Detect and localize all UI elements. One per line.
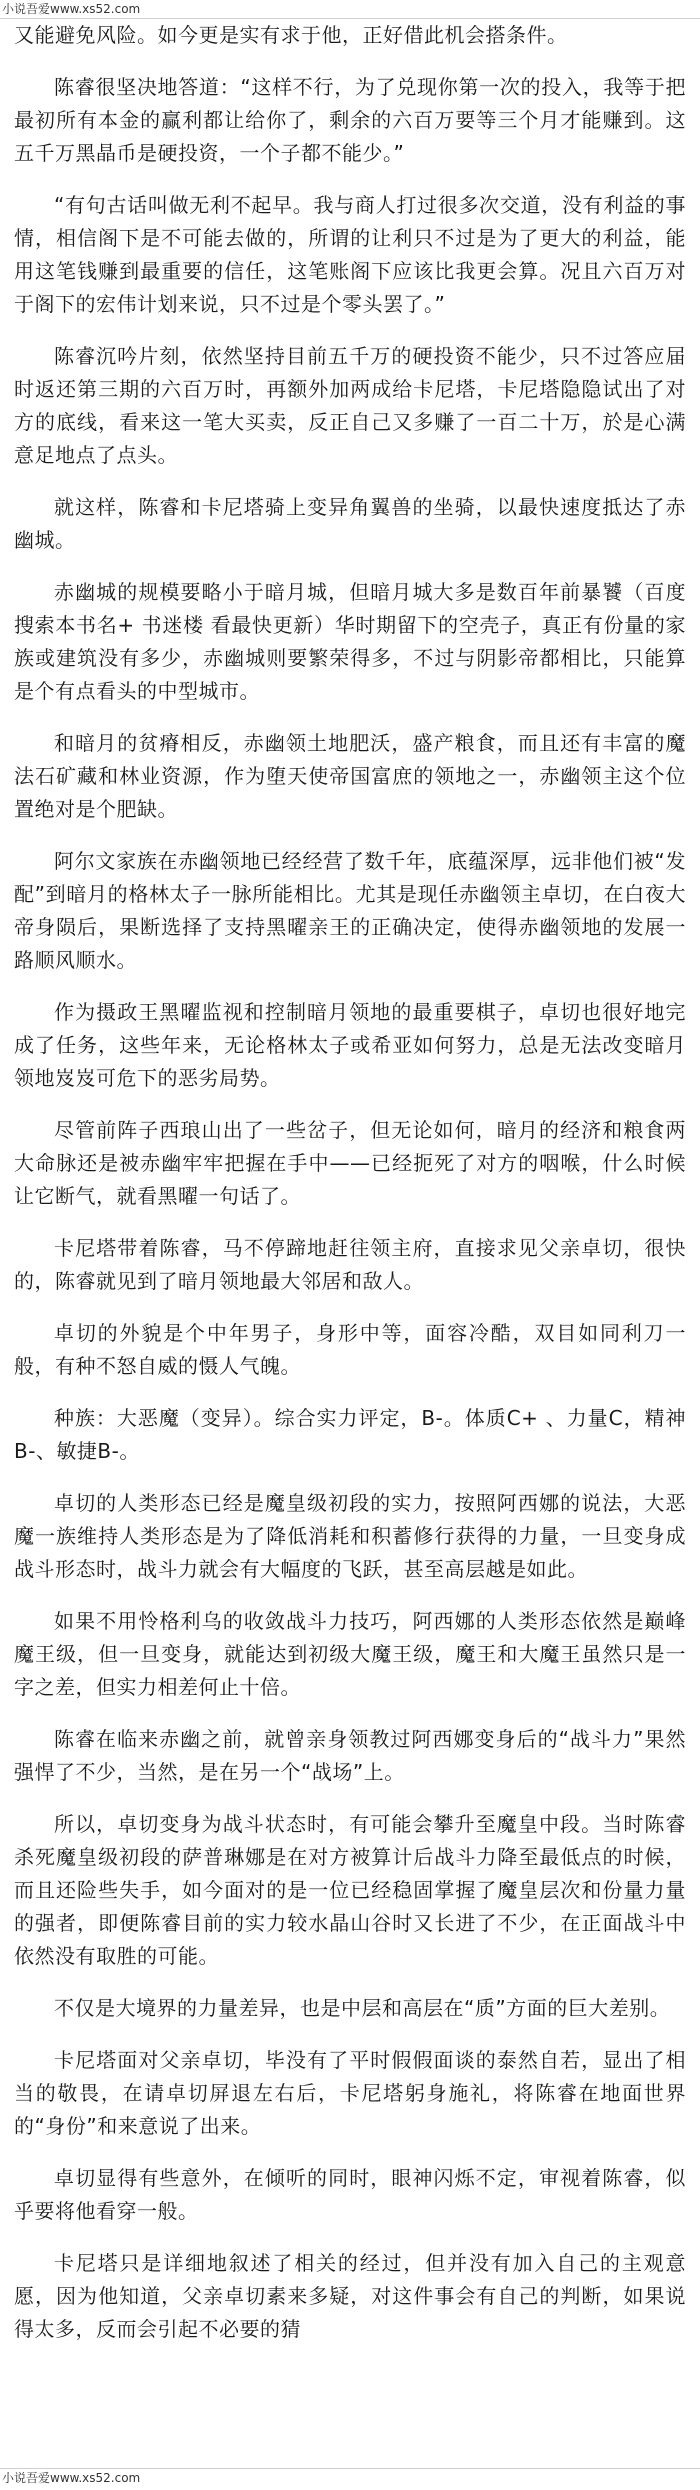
paragraph: 如果不用怜格利乌的收敛战斗力技巧，阿西娜的人类形态依然是巅峰魔王级，但一旦变身，就能达到初级大魔王级，魔王和大魔王虽然只是一字之差，但实力相差何止十倍。: [14, 1609, 686, 1699]
paragraph: 陈睿沉吟片刻，依然坚持目前五千万的硬投资不能少，只不过答应届时返还第三期的六百万时，再额外加两成给卡尼塔，卡尼塔隐隐试出了对方的底线，看来这一笔大买卖，反正自己又多赚了一百二十万，於是心满意足地点了点头。: [14, 344, 686, 467]
chapter-text: [0, 19, 700, 2467]
paragraph: 卡尼塔只是详细地叙述了相关的经过，但并没有加入自己的主观意愿，因为他知道，父亲卓切素来多疑，对这件事会有自己的判断，如果说得太多，反而会引起不必要的猜: [14, 2251, 686, 2341]
paragraph: 卓切的人类形态已经是魔皇级初段的实力，按照阿西娜的说法，大恶魔一族维持人类形态是为了降低消耗和积蓄修行获得的力量，一旦变身成战斗形态时，战斗力就会有大幅度的飞跃，甚至高层越是如此。: [14, 1491, 686, 1581]
site-name: 小说吾爱www.xs52.com: [2, 2471, 141, 2485]
paragraph: 种族：大恶魔（变异）。综合实力评定，B-。体质C+ 、力量C，精神B-、敏捷B-。: [14, 1406, 686, 1463]
paragraph: “有句古话叫做无利不起早。我与商人打过很多次交道，没有利益的事情，相信阁下是不可能去做的，所谓的让利只不过是为了更大的利益，能用这笔钱赚到最重要的信任，这笔账阁下应该比我更会算。况且六百万对于阁下的宏伟计划来说，只不过是个零头罢了。”: [14, 193, 686, 316]
paragraph: 陈睿在临来赤幽之前，就曾亲身领教过阿西娜变身后的“战斗力”果然强悍了不少，当然，是在另一个“战场”上。: [14, 1727, 686, 1784]
paragraph: 阿尔文家族在赤幽领地已经经营了数千年，底蕴深厚，远非他们被“发配”到暗月的格林太子一脉所能相比。尤其是现任赤幽领主卓切，在白夜大帝身陨后，果断选择了支持黑曜亲王的正确决定，使得赤幽领地的发展一路顺风顺水。: [14, 849, 686, 972]
site-name: 小说吾爱www.xs52.com: [2, 2, 141, 16]
paragraph: 卓切显得有些意外，在倾听的同时，眼神闪烁不定，审视着陈睿，似乎要将他看穿一般。: [14, 2166, 686, 2223]
paragraph: 尽管前阵子西琅山出了一些岔子，但无论如何，暗月的经济和粮食两大命脉还是被赤幽牢牢把握在手中——已经扼死了对方的咽喉，什么时候让它断气，就看黑曜一句话了。: [14, 1118, 686, 1208]
paragraph: 又能避免风险。如今更是实有求于他，正好借此机会搭条件。: [14, 23, 568, 47]
paragraph: 赤幽城的规模要略小于暗月城，但暗月城大多是数百年前暴饕（百度搜索本书名+ 书迷楼 看最快更新）华时期留下的空壳子，真正有份量的家族或建筑没有多少，赤幽城则要繁荣得多，不过与阴影帝都相比，只能算是个有点看头的中型城市。: [14, 580, 686, 703]
paragraph: 卡尼塔带着陈睿，马不停蹄地赶往领主府，直接求见父亲卓切，很快的，陈睿就见到了暗月领地最大邻居和敌人。: [14, 1236, 686, 1293]
paragraph: 作为摄政王黑曜监视和控制暗月领地的最重要棋子，卓切也很好地完成了任务，这些年来，无论格林太子或希亚如何努力，总是无法改变暗月领地岌岌可危下的恶劣局势。: [14, 1000, 686, 1090]
site-header: [0, 0, 700, 19]
paragraph: 卡尼塔面对父亲卓切，毕没有了平时假假面谈的泰然自若，显出了相当的敬畏，在请卓切屏退左右后，卡尼塔躬身施礼，将陈睿在地面世界的“身份”和来意说了出来。: [14, 2048, 686, 2138]
site-footer: [0, 2468, 700, 2487]
paragraph: 就这样，陈睿和卡尼塔骑上变异角翼兽的坐骑，以最快速度抵达了赤幽城。: [14, 495, 686, 552]
paragraph: 不仅是大境界的力量差异，也是中层和高层在“质”方面的巨大差别。: [54, 1996, 671, 2020]
paragraph: 和暗月的贫瘠相反，赤幽领土地肥沃，盛产粮食，而且还有丰富的魔法石矿藏和林业资源，作为堕天使帝国富庶的领地之一，赤幽领主这个位置绝对是个肥缺。: [14, 731, 686, 821]
paragraph: 卓切的外貌是个中年男子，身形中等，面容冷酷，双目如同利刀一般，有种不怒自威的慑人气魄。: [14, 1321, 686, 1378]
paragraph: 所以，卓切变身为战斗状态时，有可能会攀升至魔皇中段。当时陈睿杀死魔皇级初段的萨普琳娜是在对方被算计后战斗力降至最低点的时候，而且还险些失手，如今面对的是一位已经稳固掌握了魔皇层次和份量力量的强者，即便陈睿目前的实力较水晶山谷时又长进了不少，在正面战斗中依然没有取胜的可能。: [14, 1812, 686, 1968]
paragraph: 陈睿很坚决地答道：“这样不行，为了兑现你第一次的投入，我等于把最初所有本金的赢利都让给你了，剩余的六百万要等三个月才能赚到。这五千万黑晶币是硬投资，一个子都不能少。”: [14, 75, 686, 165]
